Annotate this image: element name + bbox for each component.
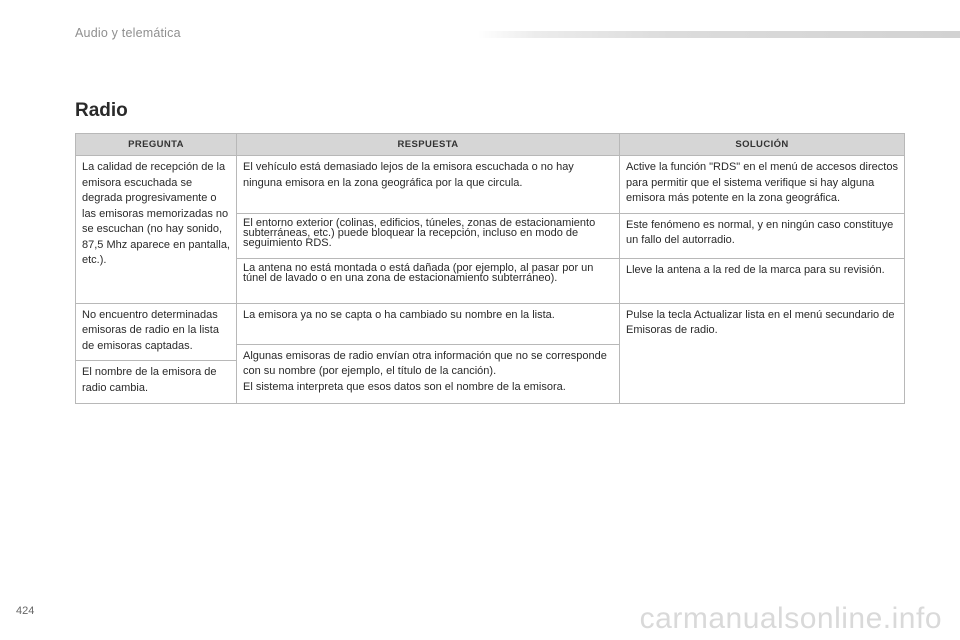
solution-cell: Active la función "RDS" en el menú de accesos directos para permitir que el sistema verifique si hay alguna emisora más potente en la zona geográfica. xyxy=(620,156,905,214)
column-header-question: PREGUNTA xyxy=(76,134,237,156)
section-title: Radio xyxy=(75,100,128,121)
answer-cell: La antena no está montada o está dañada (por ejemplo, al pasar por un túnel de lavado o en una zona de estacionamiento subterráneo). xyxy=(237,258,620,303)
solution-cell: Lleve la antena a la red de la marca para su revisión. xyxy=(620,258,905,303)
watermark: carmanualsonline.info xyxy=(639,602,942,635)
table-row xyxy=(76,156,905,214)
answer-cell: Algunas emisoras de radio envían otra información que no se corresponde con su nombre (por ejemplo, el título de la canción). El sistema interpreta que esos datos son el nombre de la emisora. xyxy=(237,344,620,404)
column-header-answer: RESPUESTA xyxy=(237,134,620,156)
question-cell: No encuentro determinadas emisoras de radio en la lista de emisoras captadas. xyxy=(76,303,237,361)
table-row xyxy=(76,303,905,344)
answer-cell: El entorno exterior (colinas, edificios, túneles, zonas de estacionamiento subterráneas, etc.) puede bloquear la recepción, incluso en modo de seguimiento RDS. xyxy=(237,213,620,258)
question-cell: El nombre de la emisora de radio cambia. xyxy=(76,361,237,404)
answer-cell: La emisora ya no se capta o ha cambiado su nombre en la lista. xyxy=(237,303,620,344)
troubleshooting-table xyxy=(75,133,905,404)
page-number: 424 xyxy=(16,605,35,617)
chapter-title: Audio y telemática xyxy=(75,26,181,40)
question-cell: La calidad de recepción de la emisora escuchada se degrada progresivamente o las emisoras memorizadas no se escuchan (no hay sonido, 87,5 Mhz aparece en pantalla, etc.). xyxy=(76,156,237,304)
solution-cell: Este fenómeno es normal, y en ningún caso constituye un fallo del autorradio. xyxy=(620,213,905,258)
solution-cell: Pulse la tecla Actualizar lista en el menú secundario de Emisoras de radio. xyxy=(620,303,905,404)
table-header-row xyxy=(76,134,905,156)
header-decorative-bar xyxy=(478,31,960,38)
answer-cell: El vehículo está demasiado lejos de la emisora escuchada o no hay ninguna emisora en la zona geográfica por la que circula. xyxy=(237,156,620,214)
column-header-solution: SOLUCIÓN xyxy=(620,134,905,156)
